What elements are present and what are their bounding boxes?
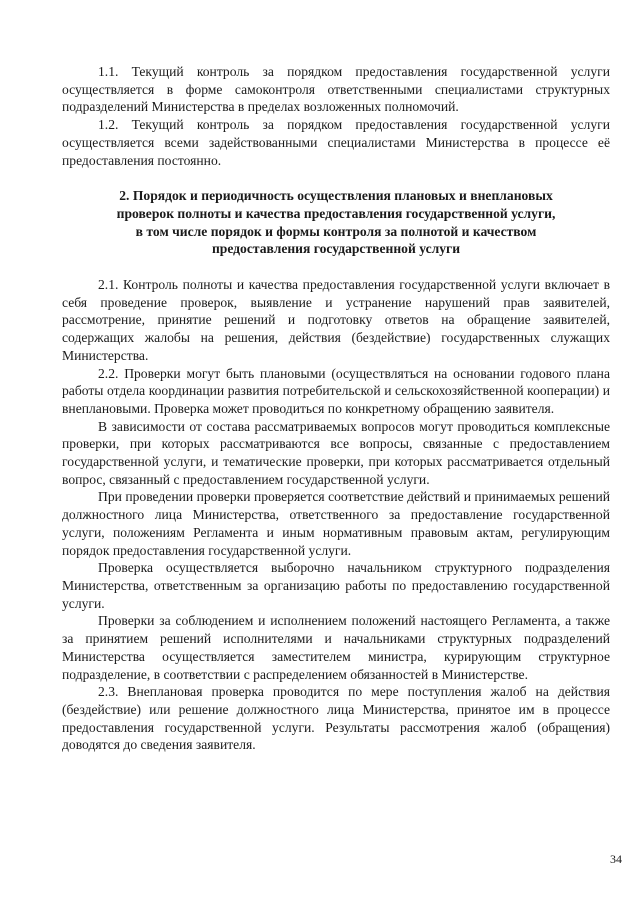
heading-line: 2. Порядок и периодичность осуществления плановых и внеплановых bbox=[119, 188, 553, 204]
paragraph-1-2: 1.2. Текущий контроль за порядком предоставления государственной услуги осуществляется всеми задействованными специалистами Министерства в процессе её предоставления постоянно. bbox=[62, 117, 610, 168]
paragraph-2-3: 2.3. Внеплановая проверка проводится по мере поступления жалоб на действия (бездействие) или решение должностного лица Министерства, принятое им в процессе предоставления государственной услуги. Результаты рассмотрения жалоб (обращения) доводятся до сведения заявителя. bbox=[62, 684, 610, 753]
heading-line: проверок полноты и качества предоставления государственной услуги, bbox=[116, 205, 556, 221]
paragraph-inspection-selective: Проверка осуществляется выборочно начальником структурного подразделения Министерства, ответственным за организацию работы по предоставлению государственной услуги. bbox=[62, 560, 610, 611]
page-number: 34 bbox=[610, 852, 622, 866]
paragraph-2-1: 2.1. Контроль полноты и качества предоставления государственной услуги включает в себя проведение проверок, выявление и устранение нарушений прав заявителей, рассмотрение, принятие решений и подготовку ответов на обращение заявителей, содержащих жалобы на решения, действия (бездействие) государственных служащих Министерства. bbox=[62, 277, 610, 363]
section-2-heading bbox=[62, 187, 610, 258]
paragraph-inspection-compliance: Проверки за соблюдением и исполнением положений настоящего Регламента, а также за принятием решений исполнителями и начальниками структурных подразделений Министерства осуществляется заместителем министра, курирующим структурное подразделение, в соответствии с распределением обязанностей в Министерстве. bbox=[62, 613, 610, 682]
paragraph-1-1: 1.1. Текущий контроль за порядком предоставления государственной услуги осуществляется в форме самоконтроля ответственными специалистами структурных подразделений Министерства в пределах возложенных полномочий. bbox=[62, 64, 610, 115]
paragraph-2-2: 2.2. Проверки могут быть плановыми (осуществляться на основании годового плана работы отдела координации развития потребительской и сельскохозяйственной кооперации) и внеплановыми. Проверка может проводиться по конкретному обращению заявителя. bbox=[62, 365, 610, 416]
heading-line: предоставления государственной услуги bbox=[211, 241, 461, 257]
document-body bbox=[62, 63, 610, 754]
paragraph-inspection-conduct: При проведении проверки проверяется соответствие действий и принимаемых решений должностного лица Министерства, ответственного за предоставление государственной услуги, положениям Регламента и иным нормативным правовым актам, регулирующим порядок предоставления государственной услуги. bbox=[62, 489, 610, 558]
heading-line: в том числе порядок и формы контроля за полнотой и качеством bbox=[135, 223, 537, 239]
paragraph-inspection-scope: В зависимости от состава рассматриваемых вопросов могут проводиться комплексные проверки, при которых рассматриваются все вопросы, связанные с предоставлением государственной услуги, и тематические проверки, при которых рассматривается отдельный вопрос, связанный с предоставлением государственной услуги. bbox=[62, 418, 610, 487]
